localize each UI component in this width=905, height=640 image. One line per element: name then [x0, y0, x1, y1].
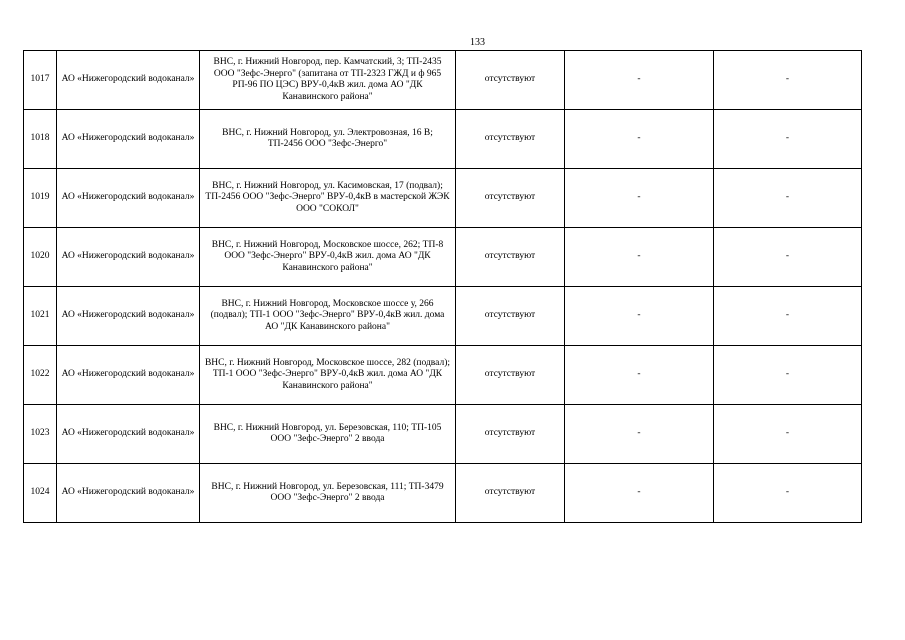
table-row	[24, 228, 862, 287]
row-number-cell: 1022	[24, 346, 57, 405]
page-number: 133	[470, 37, 485, 48]
location-cell: ВНС, г. Нижний Новгород, Московское шоссе, 282 (подвал); ТП-1 ООО "Зефс-Энерго" ВРУ-0,4кВ жил. дома АО "ДК Канавинского района"	[200, 346, 456, 405]
column-6-cell: -	[714, 228, 862, 287]
column-6-cell: -	[714, 287, 862, 346]
column-6-cell: -	[714, 169, 862, 228]
location-cell: ВНС, г. Нижний Новгород, ул. Касимовская, 17 (подвал); ТП-2456 ООО "Зефс-Энерго" ВРУ-0,4кВ в мастерской ЖЭК ООО "СОКОЛ"	[200, 169, 456, 228]
column-5-cell: -	[565, 405, 714, 464]
column-5-cell: -	[565, 287, 714, 346]
organization-cell: АО «Нижегородский водоканал»	[57, 51, 200, 110]
column-6-cell: -	[714, 346, 862, 405]
column-5-cell: -	[565, 169, 714, 228]
row-number-cell: 1017	[24, 51, 57, 110]
column-5-cell: -	[565, 464, 714, 523]
table-row	[24, 405, 862, 464]
row-number-cell: 1020	[24, 228, 57, 287]
data-table	[23, 50, 862, 523]
column-6-cell: -	[714, 51, 862, 110]
column-5-cell: -	[565, 346, 714, 405]
row-number-cell: 1024	[24, 464, 57, 523]
column-6-cell: -	[714, 405, 862, 464]
column-6-cell: -	[714, 110, 862, 169]
organization-cell: АО «Нижегородский водоканал»	[57, 346, 200, 405]
column-5-cell: -	[565, 51, 714, 110]
status-cell: отсутствуют	[456, 464, 565, 523]
table-row	[24, 346, 862, 405]
location-cell: ВНС, г. Нижний Новгород, ул. Березовская, 110; ТП-105 ООО "Зефс-Энерго" 2 ввода	[200, 405, 456, 464]
status-cell: отсутствуют	[456, 346, 565, 405]
status-cell: отсутствуют	[456, 228, 565, 287]
column-6-cell: -	[714, 464, 862, 523]
table-row	[24, 287, 862, 346]
organization-cell: АО «Нижегородский водоканал»	[57, 287, 200, 346]
table-row	[24, 110, 862, 169]
table-row	[24, 169, 862, 228]
organization-cell: АО «Нижегородский водоканал»	[57, 464, 200, 523]
location-cell: ВНС, г. Нижний Новгород, Московское шоссе у, 266 (подвал); ТП-1 ООО "Зефс-Энерго" ВРУ-0,4кВ жил. дома АО "ДК Канавинского района"	[200, 287, 456, 346]
location-cell: ВНС, г. Нижний Новгород, ул. Березовская, 111; ТП-3479 ООО "Зефс-Энерго" 2 ввода	[200, 464, 456, 523]
status-cell: отсутствуют	[456, 287, 565, 346]
row-number-cell: 1018	[24, 110, 57, 169]
organization-cell: АО «Нижегородский водоканал»	[57, 169, 200, 228]
organization-cell: АО «Нижегородский водоканал»	[57, 110, 200, 169]
row-number-cell: 1019	[24, 169, 57, 228]
column-5-cell: -	[565, 110, 714, 169]
location-cell: ВНС, г. Нижний Новгород, ул. Электровозная, 16 В; ТП-2456 ООО "Зефс-Энерго"	[200, 110, 456, 169]
column-5-cell: -	[565, 228, 714, 287]
table-row	[24, 464, 862, 523]
location-cell: ВНС, г. Нижний Новгород, пер. Камчатский, 3; ТП-2435 ООО "Зефс-Энерго" (запитана от ТП-2323 ГЖД и ф 965 РП-96 ПО ЦЭС) ВРУ-0,4кВ жил. дома АО "ДК Канавинского района"	[200, 51, 456, 110]
row-number-cell: 1021	[24, 287, 57, 346]
row-number-cell: 1023	[24, 405, 57, 464]
status-cell: отсутствуют	[456, 169, 565, 228]
organization-cell: АО «Нижегородский водоканал»	[57, 405, 200, 464]
organization-cell: АО «Нижегородский водоканал»	[57, 228, 200, 287]
table-row	[24, 51, 862, 110]
status-cell: отсутствуют	[456, 51, 565, 110]
status-cell: отсутствуют	[456, 405, 565, 464]
location-cell: ВНС, г. Нижний Новгород, Московское шоссе, 262; ТП-8 ООО "Зефс-Энерго" ВРУ-0,4кВ жил. дома АО "ДК Канавинского района"	[200, 228, 456, 287]
status-cell: отсутствуют	[456, 110, 565, 169]
